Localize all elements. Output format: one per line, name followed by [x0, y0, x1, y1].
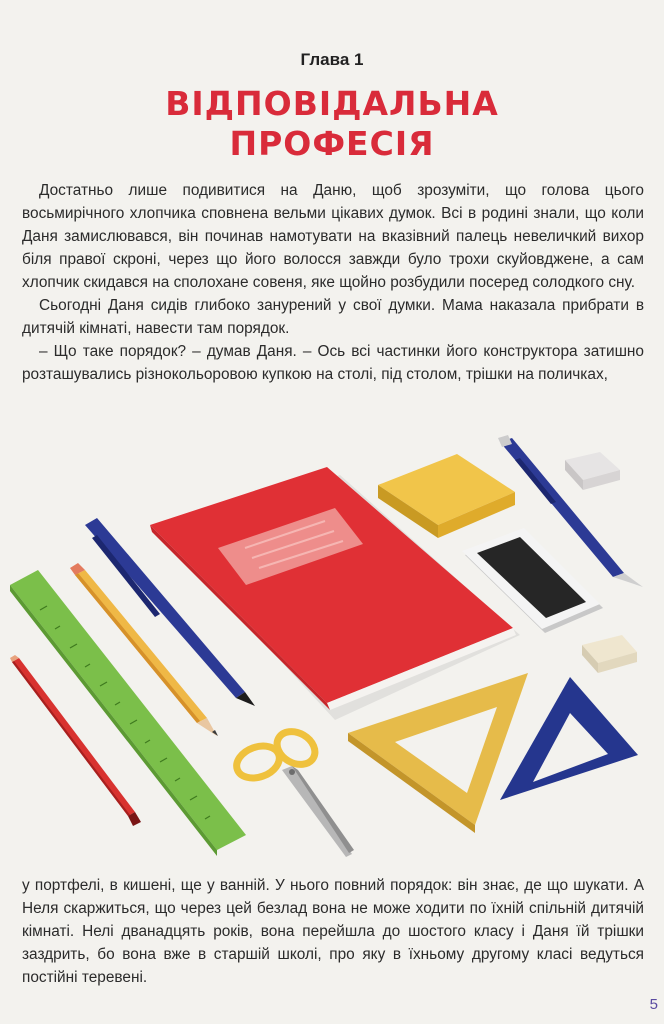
- paragraph-2: Сьогодні Даня сидів глибоко занурений у свої думки. Мама наказала прибрати в дитячій кімнаті, навести там порядок.: [22, 297, 644, 337]
- paragraph-1: Достатньо лише подивитися на Даню, щоб зрозуміти, що голова цього восьмирічного хлопчика сповнена вельми цікавих думок. Всі в родині знали, що коли Даня замислювався, він починав намотувати на вказівний палець невеличкий вихор біля правої скроні, через що його волосся завжди було трохи скуйовджене, а сам хлопчик скидався на сполохане совеня, яке щойно розбудили посеред солодкого сну.: [22, 182, 644, 291]
- chapter-title: [0, 84, 664, 164]
- blue-triangle-ruler: [500, 677, 638, 800]
- chapter-label: Глава 1: [300, 50, 364, 69]
- eraser-top: [565, 452, 620, 490]
- paragraph-4: у портфелі, в кишені, ще у ванній. У нього повний порядок: він знає, де що шукати. А Неля скаржиться, що через цей безлад вона не може ходити по їхній спільній дитячій кімнаті. Нелі дванадцять років, вона перейшла до шостого класу і Даня їй трішки заздрить, бо вона вже в старшій школі, про яку в їхньому другому класі ведуться постійні теревені.: [22, 877, 644, 986]
- eraser-middle: [582, 635, 637, 673]
- scissors: [232, 725, 354, 857]
- school-supplies-illustration: [0, 430, 664, 870]
- paragraph-3: – Що таке порядок? – думав Даня. – Ось всі частинки його конструктора затишно розташувались різнокольоровою купкою на столі, під столом, трішки на поличках,: [22, 343, 644, 383]
- sticky-notes: [378, 454, 515, 538]
- chapter-title-line-2: ПРОФЕСІЯ: [229, 124, 435, 163]
- chapter-title-line-1: ВІДПОВІДАЛЬНА: [165, 84, 499, 123]
- page-number: 5: [649, 996, 658, 1013]
